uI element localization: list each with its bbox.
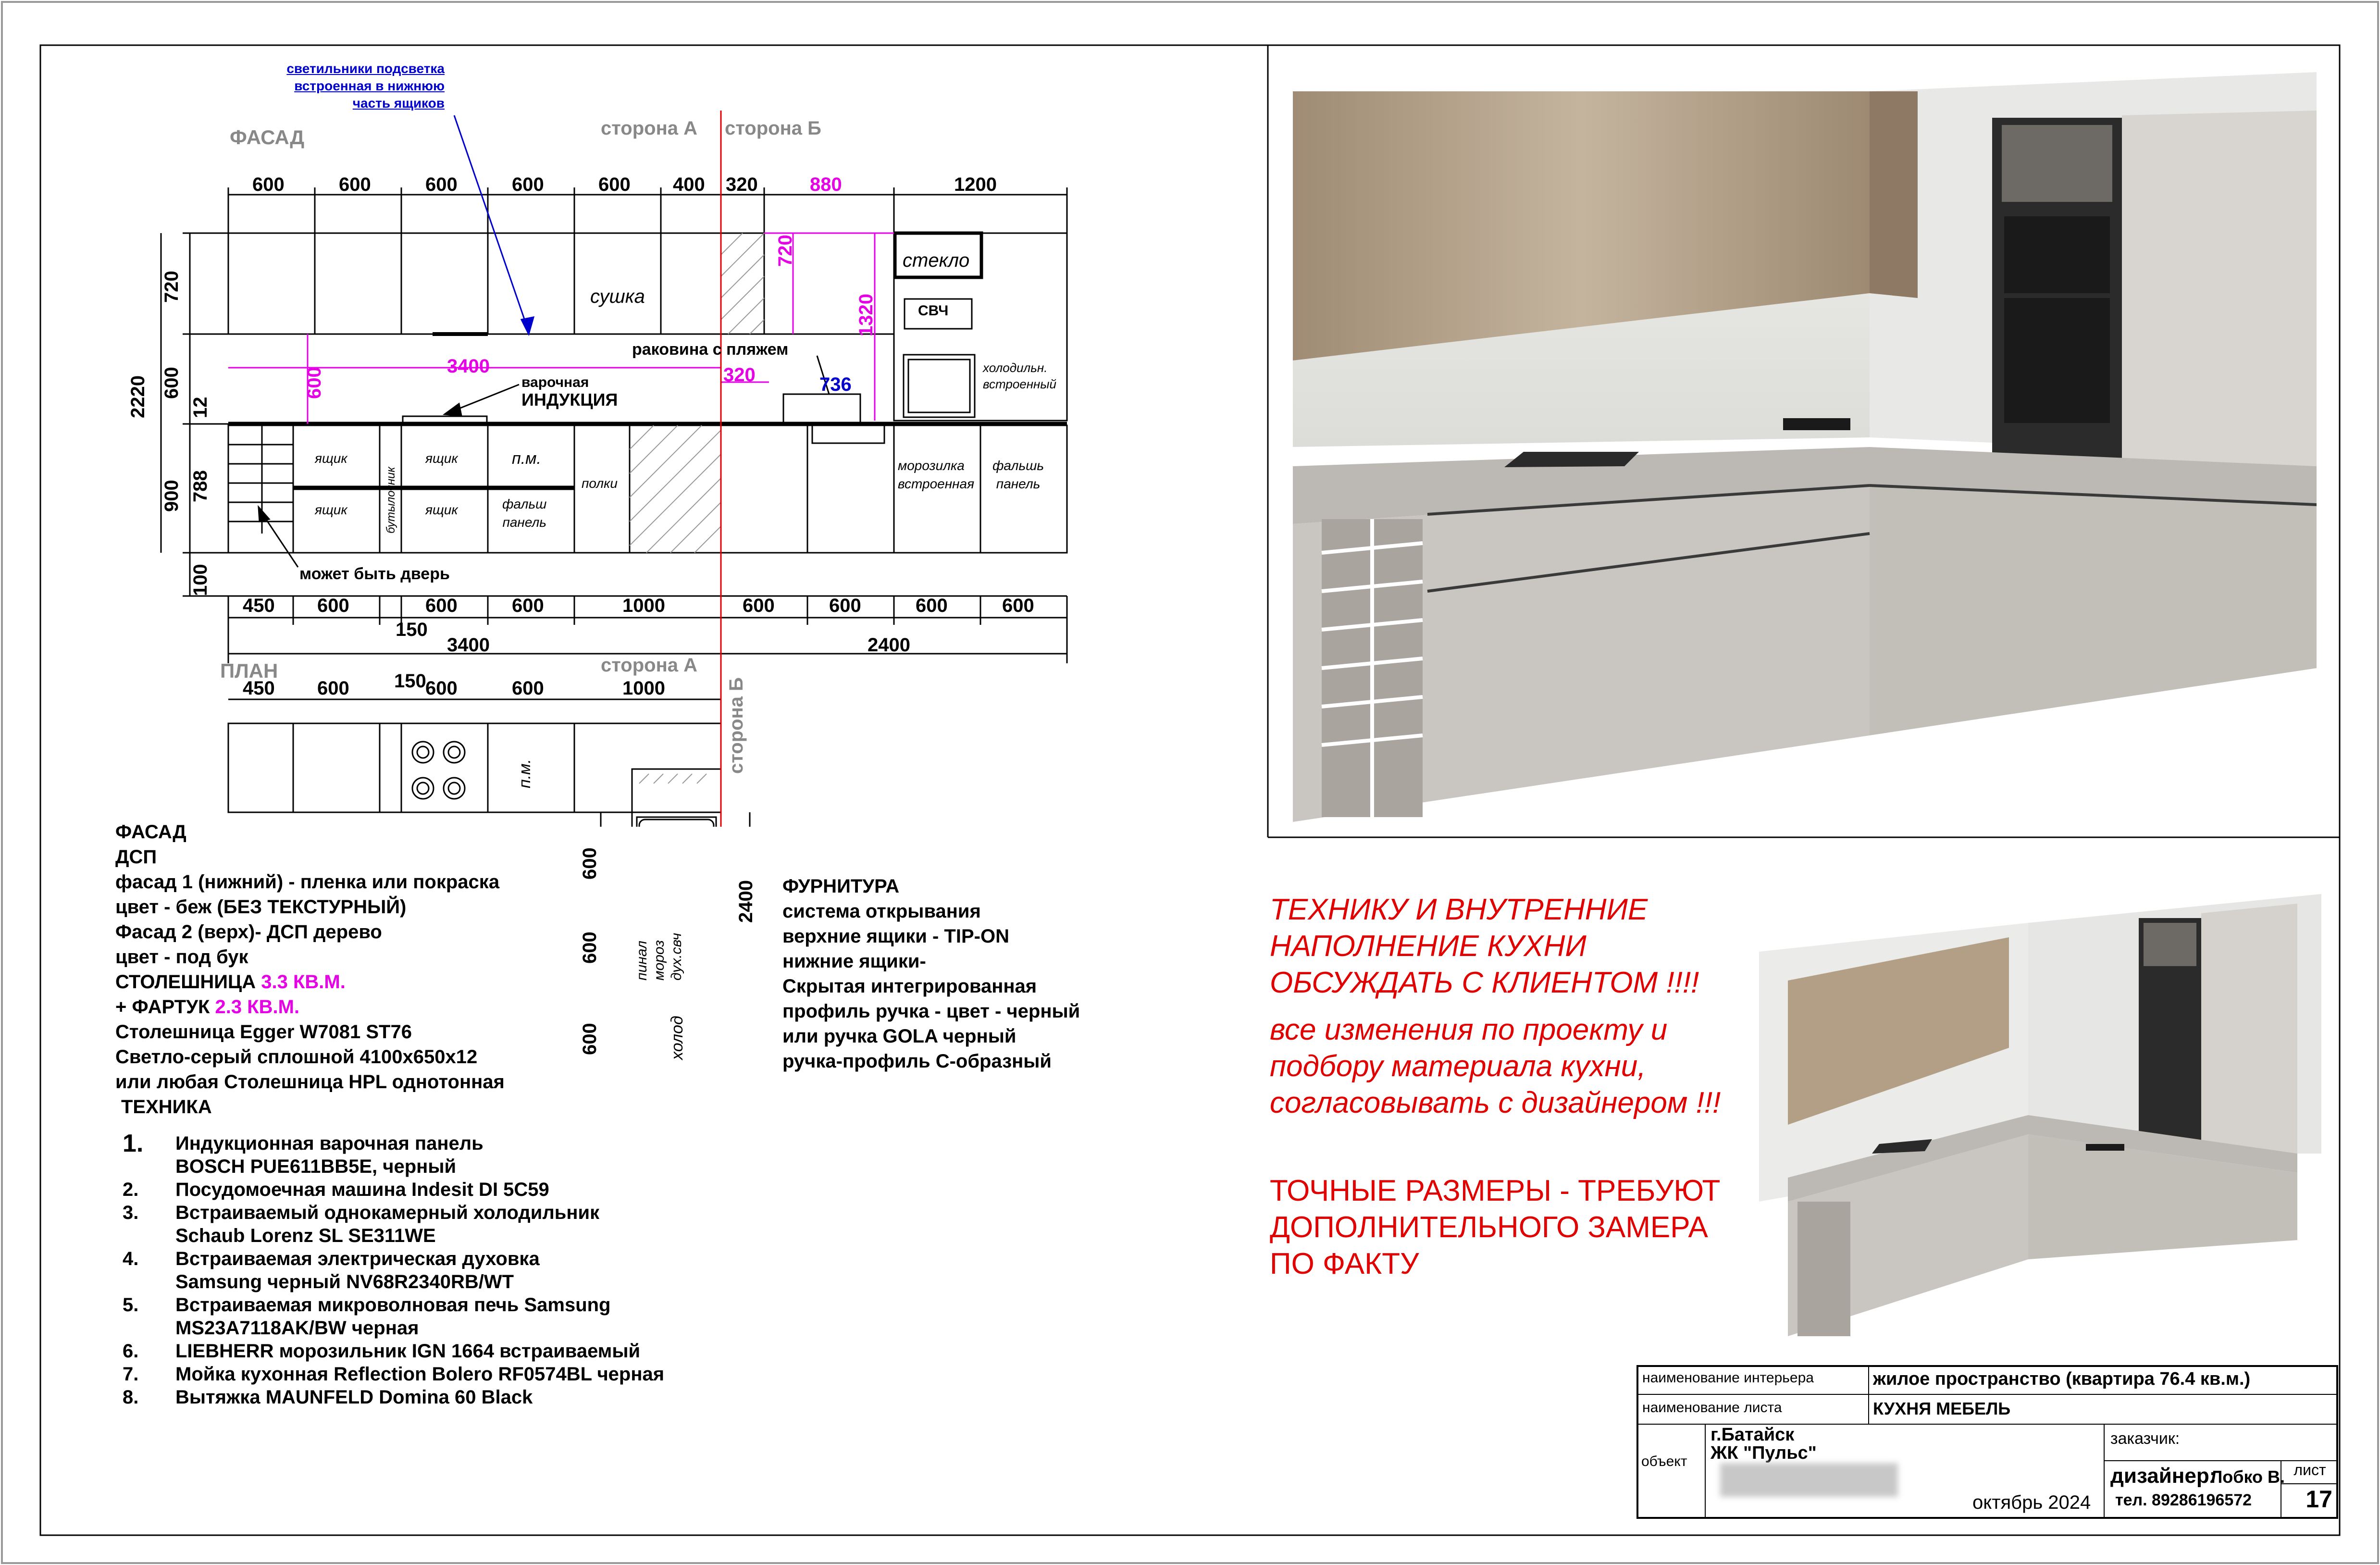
- tb-sheet-value: КУХНЯ МЕБЕЛЬ: [1869, 1395, 2338, 1425]
- tech-item: [123, 1363, 664, 1386]
- note-line: подбору материала кухни,: [1270, 1050, 1646, 1083]
- tech-title: ТЕХНИКА: [121, 1096, 212, 1118]
- dim-150: 150: [396, 619, 428, 640]
- dim-2220: 2220: [127, 375, 149, 418]
- fittings-line: профиль ручка - цвет - черный: [782, 1001, 1080, 1022]
- tb-designer-name: Лобко В.: [2210, 1467, 2285, 1487]
- tech-item: [123, 1386, 664, 1409]
- plan-dim-150: 150: [394, 671, 426, 692]
- tech-text: Встраиваемая микроволновая печь Samsung: [175, 1294, 611, 1316]
- spec-line: Фасад 2 (верх)- ДСП дерево: [115, 921, 382, 943]
- tech-text: Индукционная варочная панель: [175, 1133, 483, 1154]
- countertop-label: СТОЛЕШНИЦА: [115, 971, 256, 993]
- false-panel-label: [502, 495, 546, 532]
- note-line: согласовывать с дизайнером !!!: [1270, 1086, 1721, 1119]
- kitchen-render-secondary-image: [1759, 865, 2321, 1346]
- note-line: все изменения по проекту и: [1270, 1013, 1668, 1046]
- tech-item: [123, 1340, 664, 1363]
- tb-city: г.Батайск: [1711, 1425, 1795, 1445]
- tb-sheet-no: 17: [2306, 1486, 2332, 1513]
- tech-text: Посудомоечная машина Indesit DI 5C59: [175, 1179, 549, 1200]
- tb-designer-label: дизайнер:: [2110, 1464, 2217, 1488]
- hob-label: [521, 374, 618, 409]
- fittings-line: Скрытая интегрированная: [782, 976, 1037, 997]
- tech-text: Встраиваемый однокамерный холодильник: [175, 1202, 600, 1223]
- tb-interior-label: наименование интерьера: [1638, 1367, 1869, 1395]
- tech-text: Вытяжка MAUNFELD Domina 60 Black: [175, 1387, 533, 1408]
- fittings-line: нижние ящики-: [782, 951, 926, 972]
- plan-dim: 600: [425, 678, 458, 699]
- spec-line: Столешница Egger W7081 ST76: [115, 1021, 412, 1043]
- plan-pinal-line: дух.свч: [669, 932, 684, 981]
- plan-side-a: сторона А: [601, 655, 698, 676]
- false-panel-line: панель: [502, 515, 546, 530]
- upper-dim: 600: [252, 174, 285, 195]
- note-line: ДОПОЛНИТЕЛЬНОГО ЗАМЕРА: [1270, 1211, 1708, 1244]
- false-panel-line: фальш: [502, 497, 547, 511]
- false-panel-2-label: [992, 457, 1044, 493]
- freezer-label: [898, 457, 974, 493]
- tb-date: октябрь 2024: [1972, 1492, 2091, 1513]
- dim-320: 320: [723, 364, 756, 385]
- lower-dim: 600: [317, 595, 349, 616]
- apron-label: + ФАРТУК: [115, 996, 210, 1018]
- tb-sheet-label: наименование листа: [1638, 1395, 1869, 1425]
- plan-side-dim: 600: [579, 1023, 600, 1055]
- tech-item: [123, 1201, 664, 1247]
- dim-3400-top: 3400: [447, 356, 490, 377]
- side-b-label: сторона Б: [725, 118, 821, 139]
- tech-text: Мойка кухонная Reflection Bolero RF0574BL черная: [175, 1364, 665, 1385]
- dim-788: 788: [190, 470, 211, 502]
- spec-line: ДСП: [115, 846, 157, 868]
- spec-line: или любая Столешница HPL однотонная: [115, 1071, 505, 1093]
- tech-num: 8.: [123, 1387, 139, 1408]
- note-appliances: [1270, 892, 1699, 1001]
- plan-pinal-label: [633, 933, 685, 981]
- plan-title: ПЛАН: [220, 659, 278, 682]
- tech-num: 2.: [123, 1179, 139, 1200]
- tb-sheet-no-box: [2281, 1461, 2338, 1519]
- lower-dim: 600: [916, 595, 948, 616]
- tech-num: 4.: [123, 1248, 139, 1269]
- tech-text: MS23A7118AK/BW черная: [175, 1317, 419, 1339]
- dim-600: 600: [161, 367, 182, 399]
- lower-dimensions: [228, 595, 1067, 619]
- upper-dim: 600: [425, 174, 458, 195]
- fridge-label-line: холодильн.: [983, 360, 1048, 375]
- dishwasher-label: п.м.: [512, 449, 541, 468]
- sink-label: раковина с пляжем: [632, 340, 789, 359]
- fittings-line: ручка-профиль С-образный: [782, 1051, 1052, 1072]
- tb-phone: тел. 89286196572: [2115, 1491, 2252, 1509]
- upper-dimensions: [228, 174, 1067, 198]
- tech-num: 3.: [123, 1202, 139, 1223]
- dim-600-magenta: 600: [304, 367, 325, 399]
- tech-num: 7.: [123, 1364, 139, 1385]
- tech-num: 6.: [123, 1341, 139, 1362]
- lighting-note-line: встроенная в нижнюю: [294, 78, 445, 93]
- dim-736: 736: [819, 374, 852, 395]
- microwave-label: СВЧ: [918, 303, 949, 319]
- lower-dim: 600: [425, 595, 458, 616]
- spec-line: цвет - беж (БЕЗ ТЕКСТУРНЫЙ): [115, 896, 407, 918]
- tb-redacted: [1720, 1463, 1898, 1497]
- dim-12: 12: [190, 397, 211, 418]
- tb-interior-value: жилое пространство (квартира 76.4 кв.м.): [1869, 1367, 2338, 1395]
- dim-720-b: 720: [775, 235, 796, 267]
- plan-pinal-line: пинал: [634, 941, 650, 981]
- upper-dim: 320: [726, 174, 758, 195]
- tech-num: 5.: [123, 1294, 139, 1316]
- note-line: НАПОЛНЕНИЕ КУХНИ: [1270, 930, 1587, 963]
- tech-text: Встраиваемая электрическая духовка: [175, 1248, 540, 1269]
- apron-area: [115, 994, 505, 1019]
- tech-list: [123, 1132, 664, 1409]
- tech-item: [123, 1293, 664, 1340]
- lower-dim: 450: [243, 595, 275, 616]
- drawer-label: ящик: [315, 451, 347, 466]
- plan-side-b: сторона Б: [726, 677, 747, 774]
- plan-side-dim: 600: [579, 847, 600, 880]
- side-a-label: сторона А: [601, 118, 698, 139]
- lower-dim: 1000: [622, 595, 665, 616]
- dim-1320: 1320: [855, 294, 877, 336]
- tb-client-label: заказчик:: [2105, 1425, 2338, 1461]
- drawer-label: ящик: [425, 502, 458, 517]
- kitchen-render-secondary: [1759, 865, 2321, 1346]
- note-line: ТЕХНИКУ И ВНУТРЕННИЕ: [1270, 893, 1648, 926]
- upper-dim: 1200: [954, 174, 997, 195]
- total-3400: 3400: [447, 634, 490, 656]
- dryer-label: сушка: [590, 286, 645, 307]
- lighting-note-line: часть ящиков: [352, 96, 445, 111]
- lower-dim: 600: [829, 595, 861, 616]
- tb-sheet-no-label: лист: [2281, 1461, 2338, 1484]
- lighting-note: [252, 60, 445, 112]
- lower-dim: 600: [512, 595, 544, 616]
- upper-dim: 600: [598, 174, 631, 195]
- freezer-label-line: морозилка: [898, 458, 965, 473]
- lighting-note-line: светильники подсветка: [286, 61, 445, 76]
- spec-line: ФАСАД: [115, 821, 186, 843]
- plan-dim: 600: [317, 678, 349, 699]
- plan-dimensions: [228, 678, 721, 702]
- tb-designer-block: [2105, 1461, 2338, 1519]
- fridge-label: [983, 360, 1056, 392]
- glass-label: стекло: [903, 250, 970, 271]
- plan-pinal-line: мороз: [651, 940, 667, 981]
- total-2400: 2400: [868, 634, 910, 656]
- freezer-label-line: встроенная: [898, 476, 975, 491]
- upper-dim: 600: [339, 174, 371, 195]
- tech-text: BOSCH PUE611BB5E, черный: [175, 1156, 457, 1177]
- tech-text: Schaub Lorenz SL SE311WE: [175, 1225, 436, 1246]
- maybe-door-label: может быть дверь: [299, 565, 450, 583]
- note-line: ПО ФАКТУ: [1270, 1247, 1419, 1280]
- plan-dim-2400: 2400: [735, 880, 756, 923]
- plan-dim: 450: [243, 678, 275, 699]
- tech-item: [123, 1247, 664, 1293]
- plan-dim: 1000: [622, 678, 665, 699]
- note-changes: [1270, 1012, 1721, 1121]
- lower-dim: 600: [1002, 595, 1034, 616]
- upper-dim: 400: [673, 174, 705, 195]
- dim-720-a: 720: [161, 271, 182, 303]
- dim-100: 100: [190, 564, 211, 596]
- lower-dim: 600: [743, 595, 775, 616]
- hob-label-line: варочная: [521, 374, 589, 390]
- tb-object-block: [1706, 1425, 2105, 1519]
- fittings-title: ФУРНИТУРА: [782, 876, 900, 897]
- tb-object-label: объект: [1638, 1425, 1706, 1519]
- tech-text: Samsung черный NV68R2340RB/WT: [175, 1271, 514, 1292]
- spec-line: цвет - под бук: [115, 946, 248, 968]
- drawer-label: ящик: [315, 502, 347, 517]
- apron-value: 2.3 КВ.М.: [215, 996, 300, 1018]
- upper-dim: 600: [512, 174, 544, 195]
- tech-item: [123, 1132, 664, 1178]
- bottle-rack-label: бутылочник: [384, 467, 397, 534]
- plan-dishwasher: п.м.: [516, 759, 534, 788]
- fittings-line: или ручка GOLA черный: [782, 1026, 1016, 1047]
- title-block: [1636, 1365, 2338, 1519]
- kitchen-render-main-image: [1293, 72, 2317, 822]
- kitchen-render-main: [1293, 72, 2317, 822]
- fittings-line: система открывания: [782, 901, 981, 922]
- upper-dim: 880: [810, 174, 842, 195]
- plan-fridge-label: холод: [668, 1016, 686, 1060]
- plan-dim: 600: [512, 678, 544, 699]
- plan-side-dim: 600: [579, 932, 600, 964]
- drawer-label: ящик: [425, 451, 458, 466]
- countertop-value: 3.3 КВ.М.: [261, 971, 346, 993]
- spec-line: фасад 1 (нижний) - пленка или покраска: [115, 871, 500, 893]
- tb-complex: ЖК "Пульс": [1711, 1443, 1817, 1463]
- note-measurements: [1270, 1173, 1720, 1282]
- material-spec: [115, 820, 505, 1119]
- false-panel-2-line: панель: [996, 476, 1041, 491]
- spec-line: Светло-серый сплошной 4100х650х12: [115, 1046, 478, 1068]
- dim-900: 900: [161, 480, 182, 512]
- tech-text: LIEBHERR морозильник IGN 1664 встраиваемый: [175, 1341, 641, 1362]
- hob-label-line: ИНДУКЦИЯ: [521, 390, 618, 410]
- false-panel-2-line: фальшь: [992, 458, 1044, 473]
- shelves-label: полки: [582, 476, 618, 491]
- fridge-label-line: встроенный: [983, 377, 1056, 391]
- note-line: ТОЧНЫЕ РАЗМЕРЫ - ТРЕБУЮТ: [1270, 1174, 1721, 1207]
- fittings-spec: [782, 874, 1080, 1074]
- countertop-area: [115, 969, 505, 994]
- tech-item: [123, 1178, 664, 1201]
- tech-num: 1.: [123, 1130, 144, 1157]
- fittings-line: верхние ящики - TIP-ON: [782, 926, 1009, 947]
- note-line: ОБСУЖДАТЬ С КЛИЕНТОМ !!!!: [1270, 966, 1699, 999]
- facade-title: ФАСАД: [230, 126, 305, 149]
